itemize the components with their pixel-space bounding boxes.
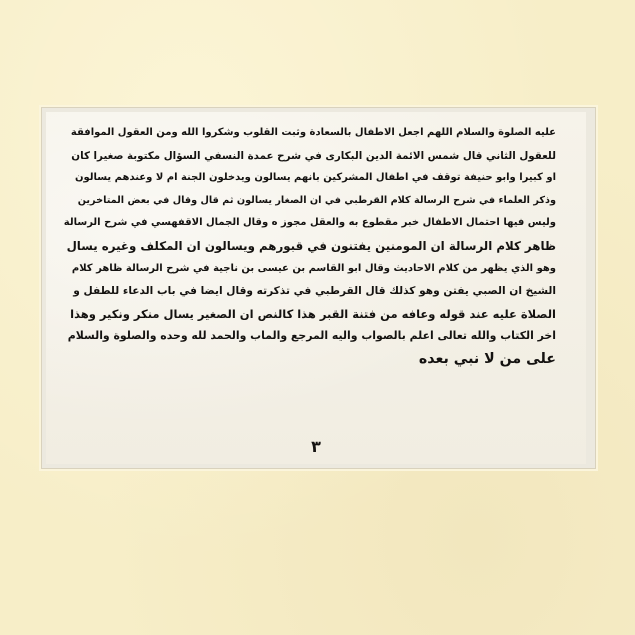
manuscript-line: اخر الكتاب والله تعالى اعلم بالصواب واليه المرجع والماب والحمد لله وحده والصلوة والسلام — [67, 329, 556, 343]
manuscript-line: وليس فيها احتمال الاطفال خبر مقطوع به والعقل مجوز ه وقال الجمال الاقفهسي في شرح الرسالة — [64, 217, 556, 229]
manuscript-line: الشيخ ان الصبي يفتن وهو كذلك قال القرطبي في تذكرته وقال ايضا في باب الدعاء للطفل و — [73, 285, 556, 298]
manuscript-line: عليه الصلوة والسلام اللهم اجعل الاطفال بالسعادة وثبت القلوب وشكروا الله ومن العقول الموافقة — [70, 127, 556, 138]
manuscript-line: للعقول الثاني قال شمس الائمة الدين البكارى في شرح عمدة النسفي السؤال مكتوبة صغيرا كان — [71, 149, 556, 162]
manuscript-line: وهو الذي يظهر من كلام الاحاديث وقال ابو القاسم بن عيسى بن ناجية في شرح الرسالة ظاهر كلام — [71, 262, 556, 274]
folio-number: ٣ — [311, 437, 321, 456]
manuscript-text — [64, 122, 556, 371]
manuscript-colophon: على من لا نبي بعده — [418, 350, 556, 367]
manuscript-line: الصلاة عليه عند قوله وعافه من فتنة القبر هذا كالنص ان الصغير يسال منكر ونكير وهذا — [70, 306, 556, 321]
manuscript-line: او كبيرا وابو حنيفة توقف في اطفال المشركين بانهم يسالون ويدخلون الجنة ام لا وعندهم يسالون — [74, 172, 556, 184]
manuscript-line: وذكر العلماء في شرح الرسالة كلام القرطبي في ان الصغار يسالون ثم قال وقال في بعض المتاخرين — [77, 194, 556, 206]
manuscript-page — [46, 112, 586, 464]
manuscript-line: ظاهر كلام الرسالة ان المومنين يفتنون في قبورهم ويسالون ان المكلف وغيره يسال — [66, 238, 556, 253]
